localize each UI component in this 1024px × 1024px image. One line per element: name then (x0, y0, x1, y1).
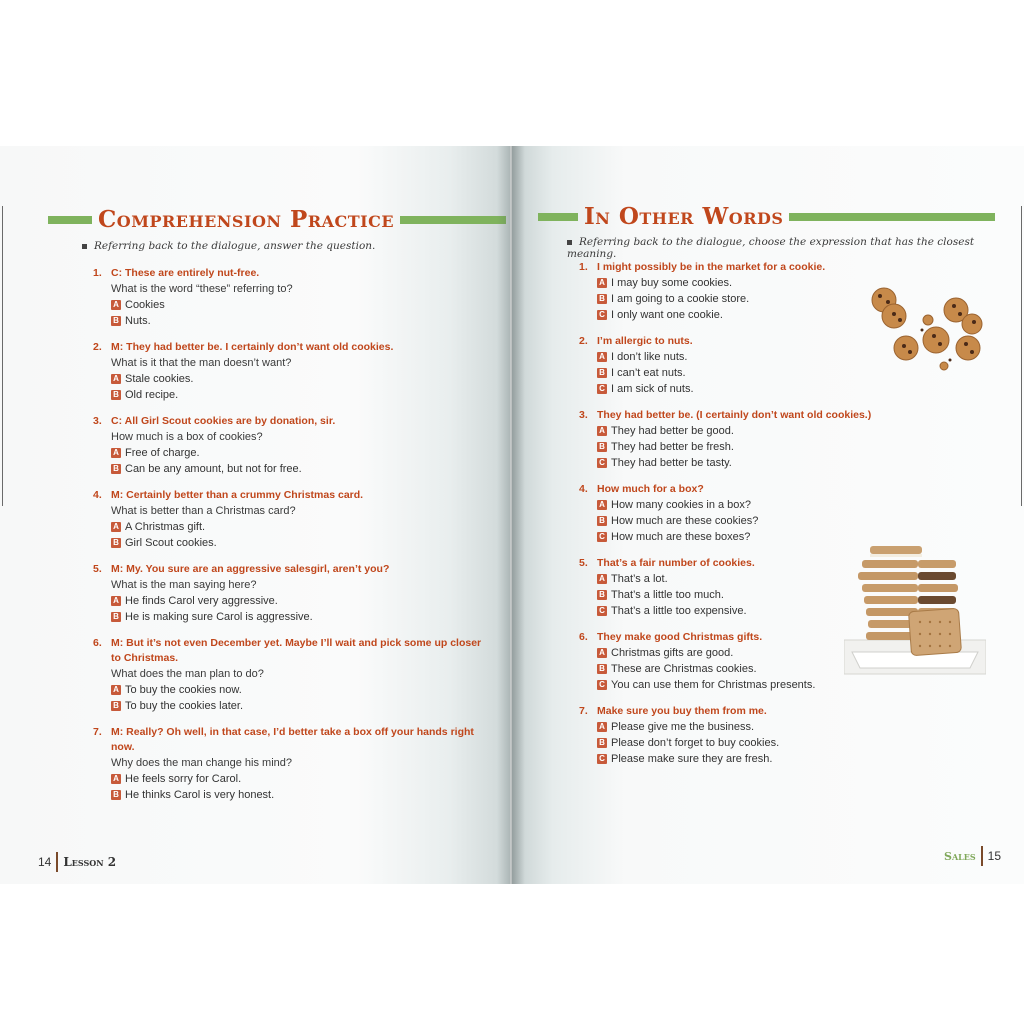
answer-option[interactable] (93, 593, 493, 609)
section-title: Comprehension Practice (98, 206, 395, 233)
answer-option[interactable] (93, 535, 493, 551)
page-footer-right (944, 846, 1001, 866)
comprehension-heading (48, 206, 506, 233)
question-quote: C: These are entirely nut-free. (111, 267, 260, 279)
option-letter-badge: B (111, 790, 121, 800)
unit-label: Sales (944, 849, 976, 863)
instruction-text: Referring back to the dialogue, answer the question. (94, 240, 376, 252)
question-line (579, 260, 879, 275)
option-text: They had better be good. (611, 425, 734, 437)
option-letter-badge: A (111, 685, 121, 695)
question-number: 1. (579, 261, 588, 273)
question-item (93, 488, 493, 551)
option-letter-badge: B (111, 701, 121, 711)
option-letter-badge: B (597, 590, 607, 600)
option-letter-badge: B (597, 516, 607, 526)
question-line (93, 488, 493, 503)
question-item (93, 562, 493, 625)
question-number: 5. (579, 557, 588, 569)
footer-divider (981, 846, 983, 866)
chocolate-chip-cookies-image (864, 286, 984, 386)
left-page (0, 146, 510, 884)
heading-bar-right (400, 216, 506, 224)
question-item (579, 408, 879, 471)
question-quote: M: My. You sure are an aggressive salesgirl, aren’t you? (111, 563, 390, 575)
question-item (579, 334, 879, 397)
question-number: 6. (579, 631, 588, 643)
option-text: Please don’t forget to buy cookies. (611, 737, 780, 749)
question-item (93, 636, 493, 714)
heading-bar-right (789, 213, 995, 221)
question-prompt: What is the word “these” referring to? (111, 283, 293, 295)
question-quote: Make sure you buy them from me. (597, 705, 767, 717)
right-page (512, 146, 1024, 884)
question-item (579, 556, 879, 619)
option-letter-badge: B (597, 664, 607, 674)
answer-option[interactable] (93, 313, 493, 329)
option-letter-badge: B (597, 368, 607, 378)
question-number: 2. (93, 341, 102, 353)
option-text: Please give me the business. (611, 721, 755, 733)
option-text: I only want one cookie. (611, 309, 723, 321)
question-number: 3. (579, 409, 588, 421)
question-line (93, 636, 493, 666)
option-letter-badge: B (111, 538, 121, 548)
option-letter-badge: A (111, 774, 121, 784)
option-text: They had better be fresh. (611, 441, 734, 453)
answer-option[interactable] (579, 751, 879, 767)
question-number: 4. (93, 489, 102, 501)
question-line (579, 630, 879, 645)
option-letter-badge: C (597, 754, 607, 764)
question-quote: M: Really? Oh well, in that case, I’d better take a box off your hands right now. (111, 726, 474, 753)
option-text: I am sick of nuts. (611, 383, 694, 395)
question-quote: They had better be. (I certainly don’t want old cookies.) (597, 409, 872, 421)
answer-option[interactable] (93, 387, 493, 403)
page-number: 15 (987, 849, 1002, 863)
open-textbook (0, 146, 1024, 884)
instruction-text: Referring back to the dialogue, choose the expression that has the closest meaning. (567, 236, 975, 260)
option-text: Stale cookies. (125, 373, 194, 385)
answer-option[interactable] (93, 297, 493, 313)
question-number: 5. (93, 563, 102, 575)
page-number: 14 (38, 855, 52, 869)
question-quote: M: Certainly better than a crummy Christmas card. (111, 489, 364, 501)
section-title: In Other Words (584, 203, 784, 230)
answer-option[interactable] (579, 439, 879, 455)
option-letter-badge: B (597, 442, 607, 452)
option-text: He is making sure Carol is aggressive. (125, 611, 313, 623)
option-text: Old recipe. (125, 389, 179, 401)
answer-option[interactable] (93, 445, 493, 461)
answer-option[interactable] (579, 571, 879, 587)
answer-option[interactable] (93, 787, 493, 803)
bullet-square-icon (567, 240, 572, 245)
option-letter-badge: A (597, 278, 607, 288)
answer-option[interactable] (579, 381, 879, 397)
page-edge-line (2, 206, 3, 506)
question-line (579, 408, 879, 423)
answer-option[interactable] (93, 609, 493, 625)
option-letter-badge: A (597, 500, 607, 510)
question-quote: C: All Girl Scout cookies are by donation, sir. (111, 415, 336, 427)
option-text: How much are these boxes? (611, 531, 751, 543)
answer-option[interactable] (579, 307, 879, 323)
option-letter-badge: C (597, 458, 607, 468)
question-number: 7. (579, 705, 588, 717)
question-quote: I’m allergic to nuts. (597, 335, 693, 347)
page-footer-left (38, 852, 116, 872)
option-text: They had better be tasty. (611, 457, 732, 469)
answer-option[interactable] (579, 365, 879, 381)
other-words-questions (579, 260, 879, 778)
answer-option[interactable] (579, 423, 879, 439)
answer-option[interactable] (579, 719, 879, 735)
heading-bar-left (538, 213, 578, 221)
question-number: 6. (93, 637, 102, 649)
question-prompt: How much is a box of cookies? (111, 431, 263, 443)
heading-bar-left (48, 216, 92, 224)
answer-option[interactable] (93, 371, 493, 387)
question-number: 7. (93, 726, 102, 738)
option-text: Girl Scout cookies. (125, 537, 217, 549)
question-line (93, 562, 493, 577)
answer-option[interactable] (579, 513, 879, 529)
answer-option[interactable] (93, 698, 493, 714)
question-item (579, 704, 879, 767)
option-text: That’s a lot. (611, 573, 668, 585)
option-letter-badge: B (111, 316, 121, 326)
question-prompt: What is better than a Christmas card? (111, 505, 296, 517)
question-item (579, 260, 879, 323)
cream-biscuits-image (844, 542, 986, 680)
option-letter-badge: B (111, 612, 121, 622)
question-prompt: Why does the man change his mind? (111, 757, 292, 769)
question-line (579, 704, 879, 719)
question-item (93, 414, 493, 477)
option-letter-badge: B (111, 464, 121, 474)
question-line (93, 414, 493, 429)
option-letter-badge: C (597, 532, 607, 542)
option-text: I can’t eat nuts. (611, 367, 686, 379)
instruction (567, 236, 1024, 260)
answer-option[interactable] (579, 455, 879, 471)
option-text: He finds Carol very aggressive. (125, 595, 278, 607)
option-letter-badge: C (597, 384, 607, 394)
option-text: How much are these cookies? (611, 515, 759, 527)
option-letter-badge: A (597, 722, 607, 732)
option-letter-badge: A (597, 352, 607, 362)
option-letter-badge: A (111, 596, 121, 606)
question-prompt: What is it that the man doesn’t want? (111, 357, 292, 369)
question-quote: How much for a box? (597, 483, 704, 495)
option-text: To buy the cookies now. (125, 684, 242, 696)
question-line (93, 340, 493, 355)
answer-option[interactable] (579, 661, 879, 677)
book-gutter (497, 146, 525, 884)
option-letter-badge: B (597, 738, 607, 748)
option-letter-badge: C (597, 310, 607, 320)
answer-option[interactable] (93, 519, 493, 535)
answer-option[interactable] (579, 677, 879, 693)
question-item (93, 725, 493, 803)
option-letter-badge: A (111, 300, 121, 310)
question-quote: M: But it’s not even December yet. Maybe I’ll wait and pick some up closer to Christmas. (111, 637, 482, 664)
option-letter-badge: B (111, 390, 121, 400)
option-text: You can use them for Christmas presents. (611, 679, 816, 691)
question-number: 3. (93, 415, 102, 427)
option-letter-badge: C (597, 606, 607, 616)
answer-option[interactable] (579, 291, 879, 307)
answer-option[interactable] (579, 275, 879, 291)
answer-option[interactable] (579, 497, 879, 513)
question-quote: They make good Christmas gifts. (597, 631, 763, 643)
option-text: I am going to a cookie store. (611, 293, 750, 305)
option-text: Nuts. (125, 315, 151, 327)
option-text: Cookies (125, 299, 165, 311)
answer-option[interactable] (579, 645, 879, 661)
option-text: He feels sorry for Carol. (125, 773, 242, 785)
option-letter-badge: A (111, 374, 121, 384)
option-text: Christmas gifts are good. (611, 647, 734, 659)
question-quote: M: They had better be. I certainly don’t want old cookies. (111, 341, 394, 353)
question-number: 1. (93, 267, 102, 279)
question-line (579, 556, 879, 571)
option-letter-badge: A (111, 522, 121, 532)
option-letter-badge: A (597, 574, 607, 584)
option-text: To buy the cookies later. (125, 700, 244, 712)
option-text: That’s a little too much. (611, 589, 724, 601)
option-letter-badge: A (597, 426, 607, 436)
lesson-label: Lesson 2 (63, 855, 117, 869)
question-item (579, 482, 879, 545)
question-line (93, 725, 493, 755)
option-text: A Christmas gift. (125, 521, 206, 533)
option-letter-badge: C (597, 680, 607, 690)
other-words-heading (538, 203, 995, 230)
option-text: He thinks Carol is very honest. (125, 789, 275, 801)
option-text: I may buy some cookies. (611, 277, 733, 289)
option-text: These are Christmas cookies. (611, 663, 757, 675)
question-prompt: What is the man saying here? (111, 579, 257, 591)
question-prompt: What does the man plan to do? (111, 668, 264, 680)
option-text: I don’t like nuts. (611, 351, 688, 363)
question-number: 4. (579, 483, 588, 495)
question-quote: I might possibly be in the market for a cookie. (597, 261, 826, 273)
question-line (579, 334, 879, 349)
question-item (579, 630, 879, 693)
answer-option[interactable] (579, 349, 879, 365)
bullet-square-icon (82, 244, 87, 249)
answer-option[interactable] (579, 587, 879, 603)
option-letter-badge: A (111, 448, 121, 458)
option-text: Please make sure they are fresh. (611, 753, 773, 765)
option-text: Can be any amount, but not for free. (125, 463, 302, 475)
answer-option[interactable] (93, 771, 493, 787)
option-letter-badge: B (597, 294, 607, 304)
question-quote: That’s a fair number of cookies. (597, 557, 755, 569)
comprehension-questions (93, 266, 493, 814)
question-line (579, 482, 879, 497)
instruction (82, 240, 375, 252)
answer-option[interactable] (579, 735, 879, 751)
question-number: 2. (579, 335, 588, 347)
answer-option[interactable] (579, 603, 879, 619)
answer-option[interactable] (93, 682, 493, 698)
answer-option[interactable] (579, 529, 879, 545)
question-line (93, 266, 493, 281)
option-text: That’s a little too expensive. (611, 605, 747, 617)
question-item (93, 340, 493, 403)
answer-option[interactable] (93, 461, 493, 477)
option-text: How many cookies in a box? (611, 499, 752, 511)
footer-divider (56, 852, 58, 872)
question-item (93, 266, 493, 329)
option-letter-badge: A (597, 648, 607, 658)
option-text: Free of charge. (125, 447, 200, 459)
